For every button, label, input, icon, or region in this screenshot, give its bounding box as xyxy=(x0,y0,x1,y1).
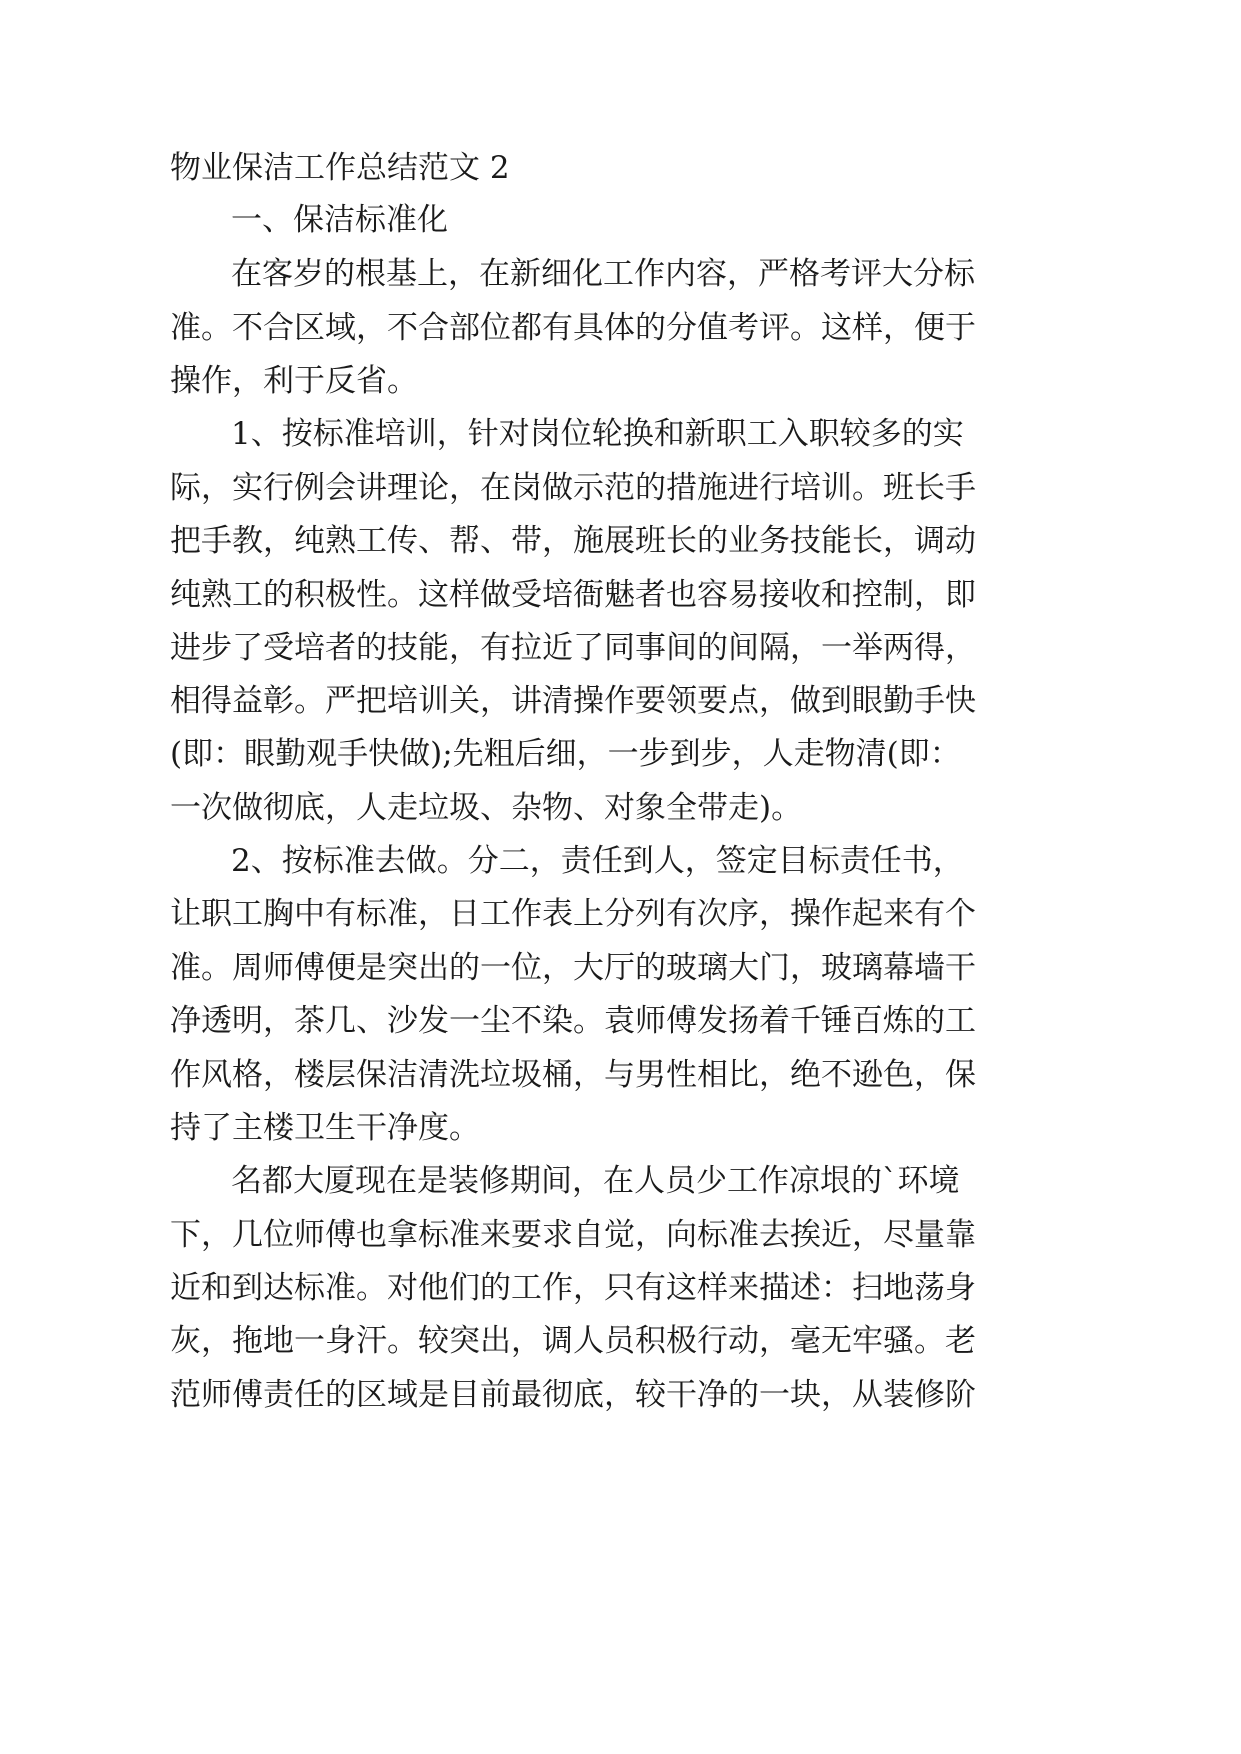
paragraph-line: 在客岁的根基上，在新细化工作内容，严格考评大分标 xyxy=(231,256,975,292)
paragraph-line: 准。周师傅便是突出的一位，大厅的玻璃大门，玻璃幕墙干 xyxy=(170,950,976,986)
paragraph-line: 准。不合区域，不合部位都有具体的分值考评。这样，便于 xyxy=(170,310,976,346)
paragraph-line: (即：眼勤观手快做);先粗后细，一步到步，人走物清(即： xyxy=(170,736,961,772)
paragraph-line: 相得益彰。严把培训关，讲清操作要领要点，做到眼勤手快 xyxy=(170,683,976,719)
paragraph-line: 持了主楼卫生干净度。 xyxy=(170,1110,480,1146)
document-title: 物业保洁工作总结范文 2 xyxy=(170,150,510,186)
paragraph-line: 把手教，纯熟工传、帮、带，施展班长的业务技能长，调动 xyxy=(170,523,976,559)
paragraph-line: 1、按标准培训，针对岗位轮换和新职工入职较多的实 xyxy=(231,416,964,452)
paragraph-line: 灰，拖地一身汗。较突出，调人员积极行动，毫无牢骚。老 xyxy=(170,1323,976,1359)
paragraph-line: 际，实行例会讲理论，在岗做示范的措施进行培训。班长手 xyxy=(170,470,976,506)
paragraph-line: 下，几位师傅也拿标准来要求自觉，向标准去挨近，尽量靠 xyxy=(170,1217,976,1253)
paragraph-line: 近和到达标准。对他们的工作，只有这样来描述：扫地荡身 xyxy=(170,1270,976,1306)
paragraph-line: 操作，利于反省。 xyxy=(170,363,418,399)
paragraph-line: 让职工胸中有标准，日工作表上分列有次序，操作起来有个 xyxy=(170,896,976,932)
paragraph-line: 作风格，楼层保洁清洗垃圾桶，与男性相比，绝不逊色，保 xyxy=(170,1057,976,1093)
paragraph-line: 纯熟工的积极性。这样做受培衙魅者也容易接收和控制，即 xyxy=(170,577,976,613)
paragraph-line: 范师傅责任的区域是目前最彻底，较干净的一块，从装修阶 xyxy=(170,1377,976,1413)
section-heading: 一、保洁标准化 xyxy=(231,202,448,238)
paragraph-line: 名都大厦现在是装修期间，在人员少工作凉垠的`环境 xyxy=(231,1163,960,1199)
paragraph-line: 净透明，茶几、沙发一尘不染。袁师傅发扬着千锤百炼的工 xyxy=(170,1003,976,1039)
paragraph-line: 一次做彻底，人走垃圾、杂物、对象全带走)。 xyxy=(170,790,803,826)
paragraph-line: 进步了受培者的技能，有拉近了同事间的间隔，一举两得， xyxy=(170,630,976,666)
paragraph-line: 2、按标准去做。分二，责任到人，签定目标责任书， xyxy=(231,843,964,879)
